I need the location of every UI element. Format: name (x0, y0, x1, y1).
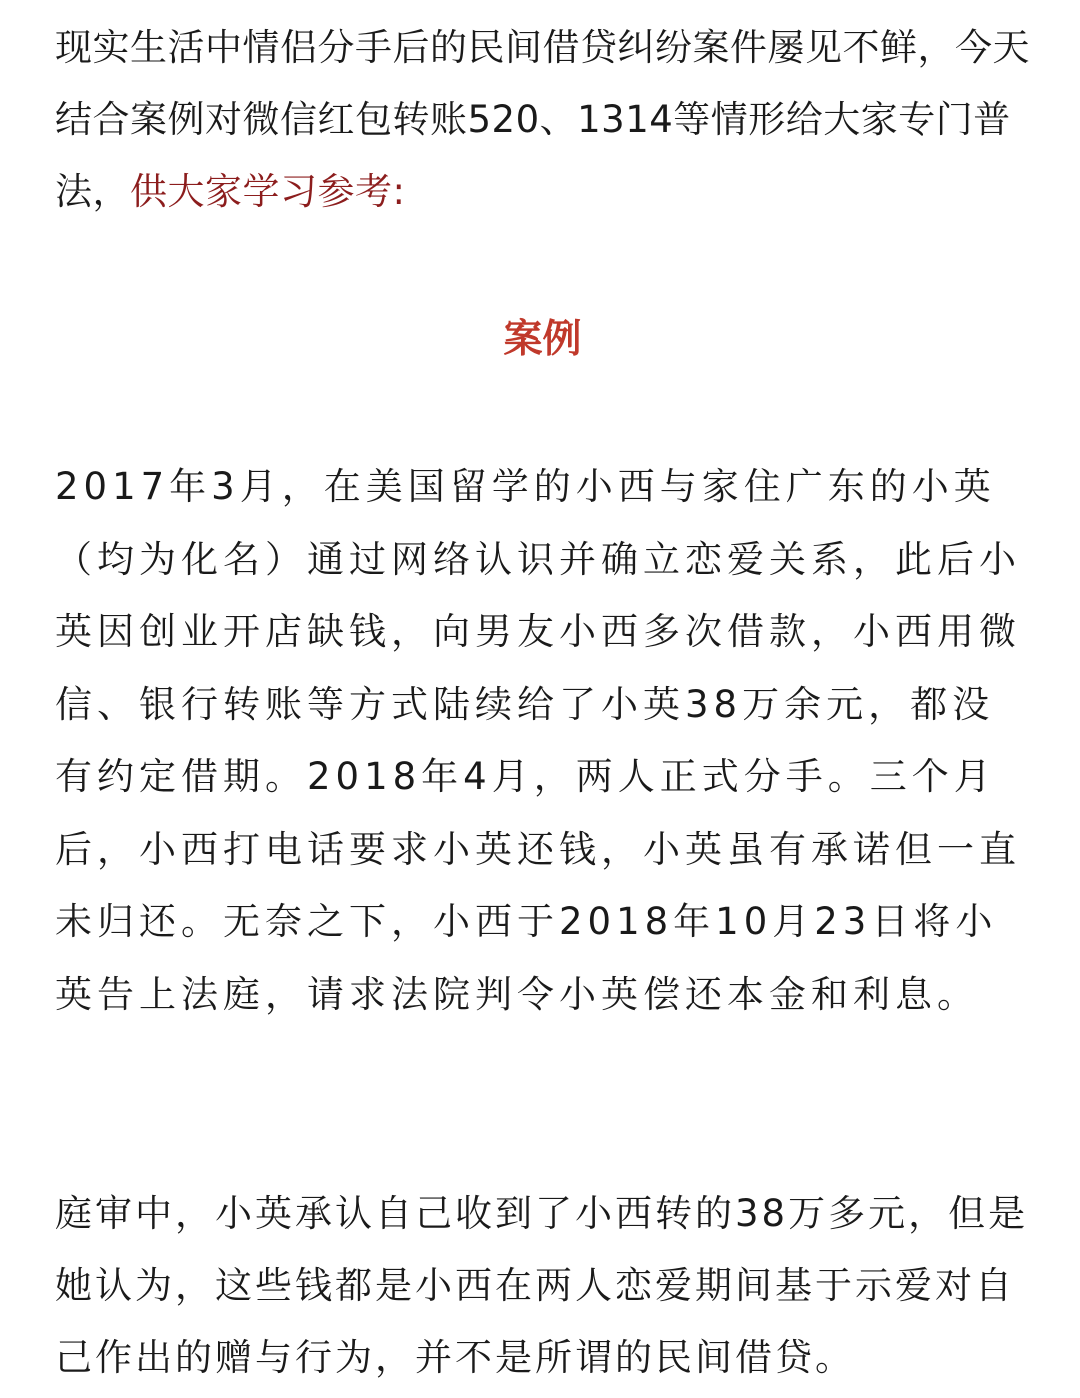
intro-paragraph (55, 12, 1030, 228)
section-heading: 案例 (503, 317, 582, 362)
intro-highlight: 供大家学习参考: (130, 170, 406, 213)
intro-text: 现实生活中情侣分手后的民间借贷纠纷案件屡见不鲜，今天结合案例对微信红包转账520、1314等情形给大家专门普法， (55, 26, 1030, 213)
trial-paragraph: 庭审中，小英承认自己收到了小西转的38万多元，但是她认为，这些钱都是小西在两人恋爱期间基于示爱对自己作出的赠与行为，并不是所谓的民间借贷。 (55, 1192, 1029, 1379)
case-paragraph: 2017年3月，在美国留学的小西与家住广东的小英（均为化名）通过网络认识并确立恋爱关系，此后小英因创业开店缺钱，向男友小西多次借款，小西用微信、银行转账等方式陆续给了小英38万余元，都没有约定借期。2018年4月，两人正式分手。三个月后，小西打电话要求小英还钱，小英虽有承诺但一直未归还。无奈之下，小西于2018年10月23日将小英告上法庭，请求法院判令小英偿还本金和利息。 (55, 465, 1021, 1016)
